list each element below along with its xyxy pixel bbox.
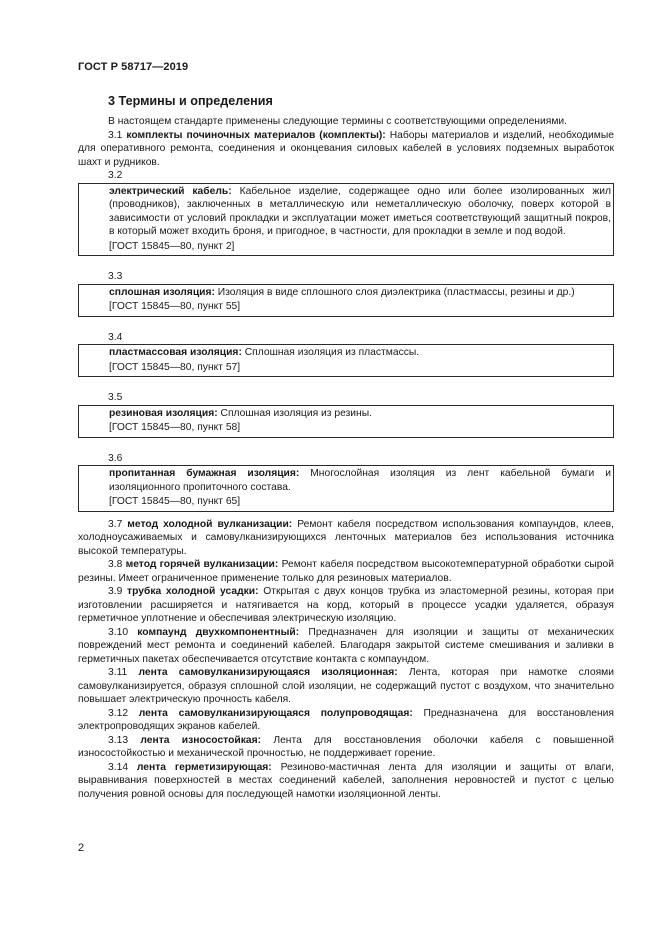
quoted-term-text: [109, 346, 611, 360]
term-number: 3.13: [108, 734, 129, 746]
quoted-term-box: [78, 344, 614, 377]
page-number: 2: [78, 842, 85, 854]
quoted-term-text: [109, 467, 611, 494]
term-definition: Наборы материалов и изделий, необходимые для оперативного ремонта, соединения и оконцевания силовых кабелей в условиях подземных выработок шахт и рудников.: [78, 129, 614, 168]
quoted-term-box: [78, 183, 614, 257]
term-definition: Сплошная изоляция из резины.: [220, 407, 372, 419]
term-name: электрический кабель:: [109, 185, 232, 197]
term-name: метод горячей вулканизации:: [125, 559, 279, 570]
quoted-term-text: [109, 185, 611, 239]
term-definition: Открытая с двух концов трубка из эластомерной резины, которая при изготовлении расширяется и натягивается на корд, который в процессе усадки удаляется, образуя герметичное уплотнение и обеспечивая электрическую изоляцию.: [78, 586, 614, 624]
boxed-terms: [78, 169, 614, 512]
term-definition: Лента для восстановления оболочки кабеля с повышенной износостойкостью и механической прочностью, не поддерживает горение.: [78, 734, 614, 759]
term-definition: Ремонт кабеля посредством высокотемпературной обработки сырой резины. Имеет ограниченное применение только для резиновых материалов.: [78, 559, 614, 584]
boxed-term-number: 3.3: [108, 271, 123, 282]
term-name: лента износостойкая:: [140, 734, 262, 746]
term-number: 3.11: [108, 667, 128, 678]
term-number: 3.9: [108, 586, 123, 597]
term-entry: [78, 707, 614, 734]
boxed-term-number: 3.5: [108, 392, 123, 403]
term-reference: [ГОСТ 15845—80, пункт 55]: [109, 301, 241, 312]
term-name: резиновая изоляция:: [109, 407, 218, 419]
term-number: 3.1: [108, 129, 123, 141]
term-definition: Многослойная изоляция из лент кабельной бумаги и изоляционного пропиточного состава.: [109, 468, 611, 493]
standard-code: ГОСТ Р 58717—2019: [78, 61, 189, 73]
term-name: лента самовулканизирующаяся полупроводящая:: [138, 707, 413, 719]
term-entry: [78, 666, 614, 707]
term-definition: Ремонт кабеля посредством использования компаундов, клеев, холодноусаживаемых и самовулканизирующихся ленточных материалов без использования источника высокой температуры.: [78, 518, 614, 557]
term-number: 3.10: [108, 626, 129, 638]
quoted-term-box: [78, 284, 614, 317]
term-reference: [ГОСТ 15845—80, пункт 57]: [109, 361, 241, 373]
term-name: метод холодной вулканизации:: [127, 518, 293, 530]
document-body: [78, 115, 614, 801]
section-title: 3 Термины и определения: [108, 94, 273, 108]
term-number: 3.12: [108, 707, 129, 719]
term-list: [78, 518, 614, 802]
term-definition: Резиново-мастичная лента для изоляции и защиты от влаги, выравнивания поверхностей в местах соединений кабелей, заполнения неровностей и пустот с целью получения ровной основы для последующей намотки изоляционной ленты.: [78, 761, 614, 800]
quoted-term-box: [78, 405, 614, 438]
boxed-term-number: 3.6: [108, 452, 123, 464]
term-definition: Предназначен для изоляции и защиты от механических повреждений мест ремонта и соединений кабелей. Благодаря закрытой системе смешивания и заливки в герметичных пакетах обеспечивается отсутствие контакта с компаундом.: [78, 626, 614, 665]
term-name: лента герметизирующая:: [136, 761, 272, 773]
term-name: трубка холодной усадки:: [127, 586, 259, 597]
term-name: компаунд двухкомпонентный:: [137, 626, 300, 638]
term-definition: Сплошная изоляция из пластмассы.: [244, 347, 420, 358]
term-number: 3.14: [108, 761, 129, 773]
term-entry: [78, 761, 614, 802]
term-definition: Кабельное изделие, содержащее одно или более изолированных жил (проводников), заключенных в металлическую или неметаллическую оболочку, поверх которой в зависимости от условий прокладки и эксплуатации может иметься соответствующий защитный покров, в который может входить броня, и пригодное, в частности, для прокладки в земле и под водой.: [109, 185, 611, 237]
boxed-term-number: 3.4: [108, 331, 123, 343]
section-intro: В настоящем стандарте применены следующие термины с соответствующими определениями.: [108, 116, 568, 127]
term-definition: Лента, которая при намотке слоями самовулканизируется, образуя сплошной слой изоляции, не содержащий пустот с воздухом, что значительно повышает электрическую прочность кабеля.: [78, 667, 614, 705]
term-entry: [78, 129, 614, 170]
quoted-term-text: [109, 407, 611, 421]
term-reference: [ГОСТ 15845—80, пункт 58]: [109, 422, 241, 433]
term-number: 3.7: [108, 518, 123, 530]
term-definition: Изоляция в виде сплошного слоя диэлектрика (пластмассы, резины и др.): [217, 286, 575, 298]
term-name: комплекты починочных материалов (комплекты):: [126, 129, 386, 141]
term-definition: Предназначена для восстановления электропроводящих экранов кабелей.: [78, 707, 614, 732]
term-entry: [78, 558, 614, 585]
term-entry: [78, 585, 614, 626]
term-name: пластмассовая изоляция:: [109, 347, 242, 358]
term-name: сплошная изоляция:: [109, 286, 215, 298]
term-reference: [ГОСТ 15845—80, пункт 65]: [109, 496, 241, 507]
boxed-term-number: 3.2: [108, 170, 123, 181]
quoted-term-text: [109, 286, 611, 300]
term-entry: [78, 626, 614, 667]
term-entry: [78, 518, 614, 559]
quoted-term-box: [78, 465, 614, 512]
term-reference: [ГОСТ 15845—80, пункт 2]: [109, 240, 235, 252]
term-number: 3.8: [108, 559, 123, 570]
term-name: пропитанная бумажная изоляция:: [109, 468, 300, 479]
term-name: лента самовулканизирующаяся изоляционная:: [138, 667, 398, 678]
term-entry: [78, 734, 614, 761]
